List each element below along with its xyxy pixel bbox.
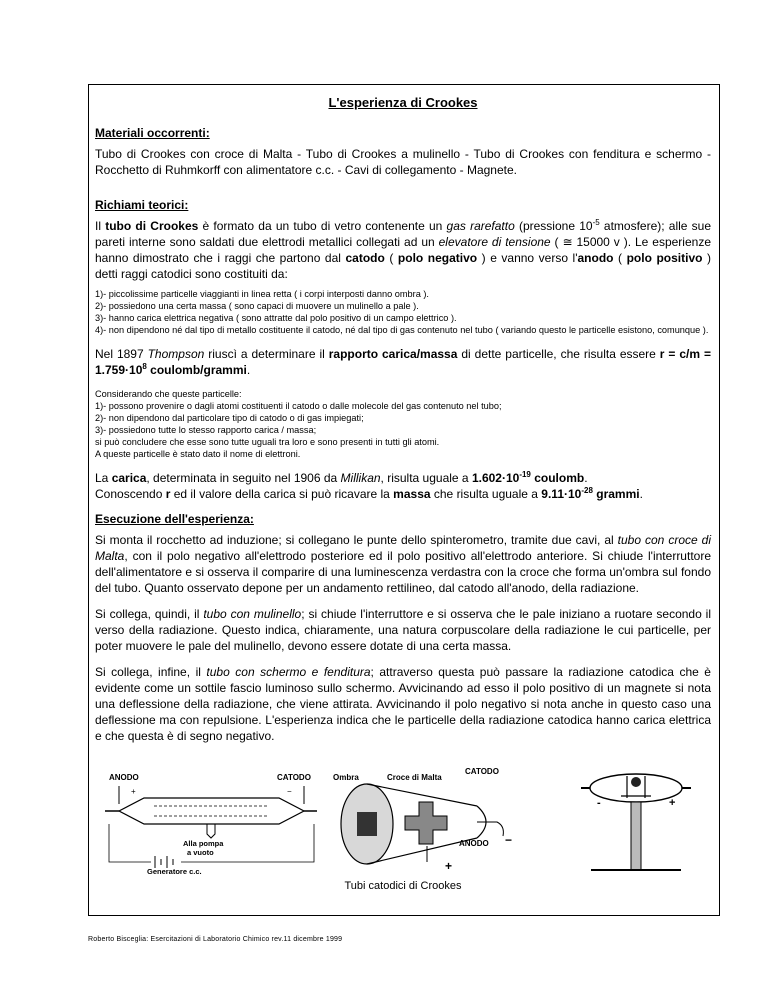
execution-heading: Esecuzione dell'esperienza: (95, 512, 254, 526)
plus-sign: + (131, 787, 136, 796)
pump-label-2: a vuoto (187, 848, 214, 857)
paddle-wheel-tube-diagram (561, 766, 711, 878)
figures-row (95, 766, 711, 878)
page-title: L'esperienza di Crookes (328, 95, 478, 110)
list-item: 3)- hanno carica elettrica negativa ( sono attratte dal polo positivo di un campo elettrico ). (95, 313, 457, 323)
catodo-label: CATODO (277, 773, 311, 782)
figure-caption: Tubi catodici di Crookes (344, 880, 462, 892)
minus-sign-3: - (597, 797, 601, 809)
plus-sign-3: + (669, 797, 676, 809)
list-item: 1)- possono provenire o dagli atomi costituenti il catodo o dalle molecole del gas contenuto nel tubo; (95, 401, 502, 411)
minus-sign: − (287, 787, 292, 796)
ombra-label: Ombra (333, 773, 359, 782)
catodo-label-2: CATODO (465, 767, 499, 776)
anodo-label: ANODO (109, 773, 139, 782)
conclusions-list (95, 388, 711, 460)
list-item: 1)- piccolissime particelle viaggianti in linea retta ( i corpi interposti danno ombra ). (95, 289, 429, 299)
minus-sign-2: − (505, 833, 513, 847)
crookes-tube-diagram (99, 766, 319, 876)
list-item: 2)- non dipendono dal particolare tipo di catodo o di gas impiegati; (95, 413, 364, 423)
croce-label: Croce di Malta (387, 773, 442, 782)
list-item: 3)- possiedono tutte lo stesso rapporto carica / massa; (95, 425, 317, 435)
list-item: si può concludere che esse sono tutte uguali tra loro e sono presenti in tutti gli atomi. (95, 437, 440, 447)
anodo-label-2: ANODO (459, 839, 489, 848)
theory-paragraph-3: La carica, determinata in seguito nel 1906 da Millikan, risulta uguale a $1.602\cdot 10^{-19}$ coulomb. Conoscendo r ed il valore della carica si può ricavare la massa che risulta uguale a $9.11\cdot 10^{-28}$ grammi. (95, 470, 643, 501)
list-item: A queste particelle è stato dato il nome di elettroni. (95, 449, 301, 459)
page-footer: Roberto Bisceglia: Esercitazioni di Laboratorio Chimico rev.11 dicembre 1999 (88, 936, 343, 943)
list-item: 4)- non dipendono né dal tipo di metallo costituente il catodo, né dal tipo di gas contenuto nel tubo ( variando questo le particelle esistono, comunque ). (95, 325, 709, 335)
theory-heading: Richiami teorici: (95, 198, 189, 212)
list-item: 2)- possiedono una certa massa ( sono capaci di muovere un mulinello a pale ). (95, 301, 419, 311)
maltese-cross-tube-diagram (327, 766, 547, 878)
theory-paragraph-2: Nel 1897 Thompson riuscì a determinare il rapporto carica/massa di dette particelle, che risulta essere $r = c/m = 1.759\cdot 10^8$ coulomb/grammi. (95, 347, 711, 377)
execution-paragraph-1: Si monta il rocchetto ad induzione; si collegano le punte dello spinterometro, tramite due cavi, al tubo con croce di Malta, con il polo negativo all'elettrodo posteriore ed il polo positivo all'elettrodo anteriore. Si chiude l'interruttore dell'alimentatore e si osserva il comparire di una luminescenza verdastra con la croce che forma un'ombra sul fondo del tubo. Quanto osservato depone per un andamento rettilineo, dal catodo all'anodo, della radiazione. (95, 533, 711, 595)
execution-paragraph-2: Si collega, quindi, il tubo con mulinello; si chiude l'interruttore e si osserva che le pale iniziano a ruotare secondo il verso della radiazione. Questo indica, chiaramente, una natura corpuscolare della radiazione le cui particelle, per poter muovere le pale del mulinello, devono essere dotate di una certa massa. (95, 607, 712, 653)
document-frame (88, 84, 720, 916)
properties-list (95, 288, 711, 336)
materials-text: Tubo di Crookes con croce di Malta - Tubo di Crookes a mulinello - Tubo di Crookes con fenditura e schermo - Rocchetto di Ruhmkorff con alimentatore c.c. - Cavi di collegamento - Magnete. (95, 147, 711, 177)
generator-label: Generatore c.c. (147, 867, 202, 876)
materials-heading: Materiali occorrenti: (95, 126, 210, 140)
execution-paragraph-3: Si collega, infine, il tubo con schermo e fenditura; attraverso questa può passare la radiazione catodica che è evidente come un sottile fascio luminoso sullo schermo. Avvicinando ad esso il polo positivo di un magnete si nota una deflessione della radiazione, che viene attirata. Avvicinando il polo negativo si nota anche in questo caso una deflessione ma con repulsione. L'esperienza indica che le particelle della radiazione catodica hanno carica elettrica e che questa è di segno negativo. (95, 665, 711, 743)
plus-sign-2: + (445, 859, 453, 873)
list-item: Considerando che queste particelle: (95, 389, 242, 399)
pump-label-1: Alla pompa (183, 839, 224, 848)
theory-paragraph-1: Il tubo di Crookes è formato da un tubo di vetro contenente un gas rarefatto (pressione $10^{-5}$ atmosfere); alle sue pareti interne sono saldati due elettrodi metallici collegati ad un elevatore di tensione ( ≅ 15000 v ). Le esperienze hanno dimostrato che i raggi che partono dal catodo ( polo negativo ) e vanno verso l'anodo ( polo positivo ) detti raggi catodici sono costituiti da: (95, 218, 712, 281)
